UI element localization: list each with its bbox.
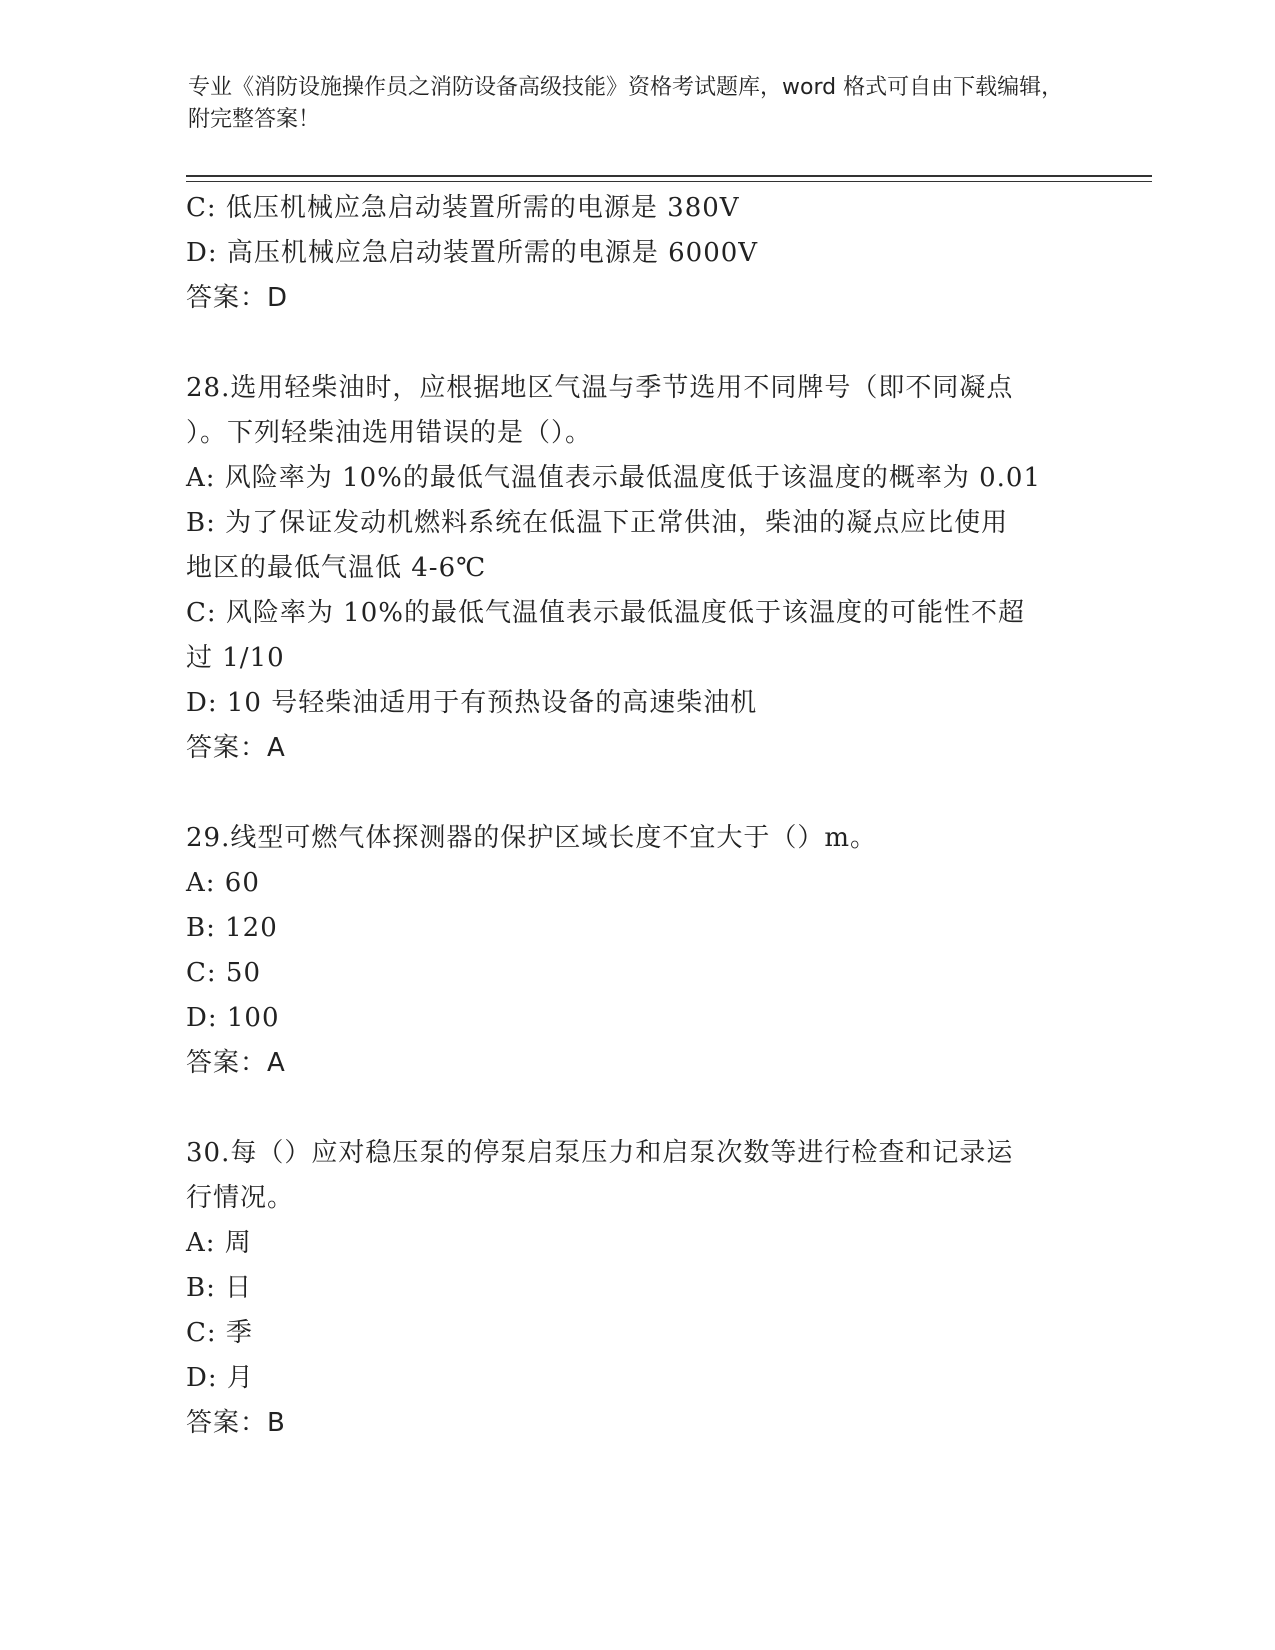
- option-a: A: 风险率为 10%的最低气温值表示最低温度低于该温度的概率为 0.01: [186, 463, 1042, 493]
- option-b: B: 日: [186, 1273, 253, 1303]
- option-c: C: 风险率为 10%的最低气温值表示最低温度低于该温度的可能性不超: [186, 598, 1025, 628]
- spacer: [186, 1086, 1086, 1131]
- document-header: [188, 72, 1068, 136]
- question-stem: 30.每（）应对稳压泵的停泵启泵压力和启泵次数等进行检查和记录运: [186, 1138, 1014, 1168]
- header-divider-thick: [186, 175, 1152, 177]
- question-list: [186, 186, 1086, 1446]
- question-stem-continued: ）。下列轻柴油选用错误的是（）。: [186, 418, 593, 448]
- option-d: D: 100: [186, 1003, 280, 1033]
- option-b-continued: 地区的最低气温低 4-6℃: [186, 553, 487, 583]
- spacer: [186, 771, 1086, 816]
- spacer: [186, 321, 1086, 366]
- question-30: [186, 1131, 1086, 1446]
- answer: 答案：A: [186, 733, 286, 763]
- prev-question-tail: [186, 186, 1086, 321]
- question-stem-continued: 行情况。: [186, 1183, 295, 1213]
- option-d: D: 10 号轻柴油适用于有预热设备的高速柴油机: [186, 688, 758, 718]
- option-d: D: 高压机械应急启动装置所需的电源是 6000V: [186, 238, 759, 268]
- question-stem: 29.线型可燃气体探测器的保护区域长度不宜大于（）m。: [186, 823, 878, 853]
- option-b: B: 120: [186, 913, 278, 943]
- question-29: [186, 816, 1086, 1086]
- answer: 答案：D: [186, 283, 289, 313]
- option-b: B: 为了保证发动机燃料系统在低温下正常供油，柴油的凝点应比使用: [186, 508, 1009, 538]
- question-28: [186, 366, 1086, 771]
- answer: 答案：B: [186, 1408, 286, 1438]
- option-c: C: 低压机械应急启动装置所需的电源是 380V: [186, 193, 740, 223]
- option-a: A: 周: [186, 1228, 252, 1258]
- question-stem: 28.选用轻柴油时，应根据地区气温与季节选用不同牌号（即不同凝点: [186, 373, 1014, 403]
- header-intro-text: 专业《消防设施操作员之消防设备高级技能》资格考试题库，word 格式可自由下载编辑，附完整答案！: [188, 75, 1064, 132]
- option-c-continued: 过 1/10: [186, 643, 285, 673]
- option-c: C: 季: [186, 1318, 253, 1348]
- option-d: D: 月: [186, 1363, 254, 1393]
- option-a: A: 60: [186, 868, 260, 898]
- header-divider-thin: [186, 181, 1152, 182]
- option-c: C: 50: [186, 958, 262, 988]
- answer: 答案：A: [186, 1048, 286, 1078]
